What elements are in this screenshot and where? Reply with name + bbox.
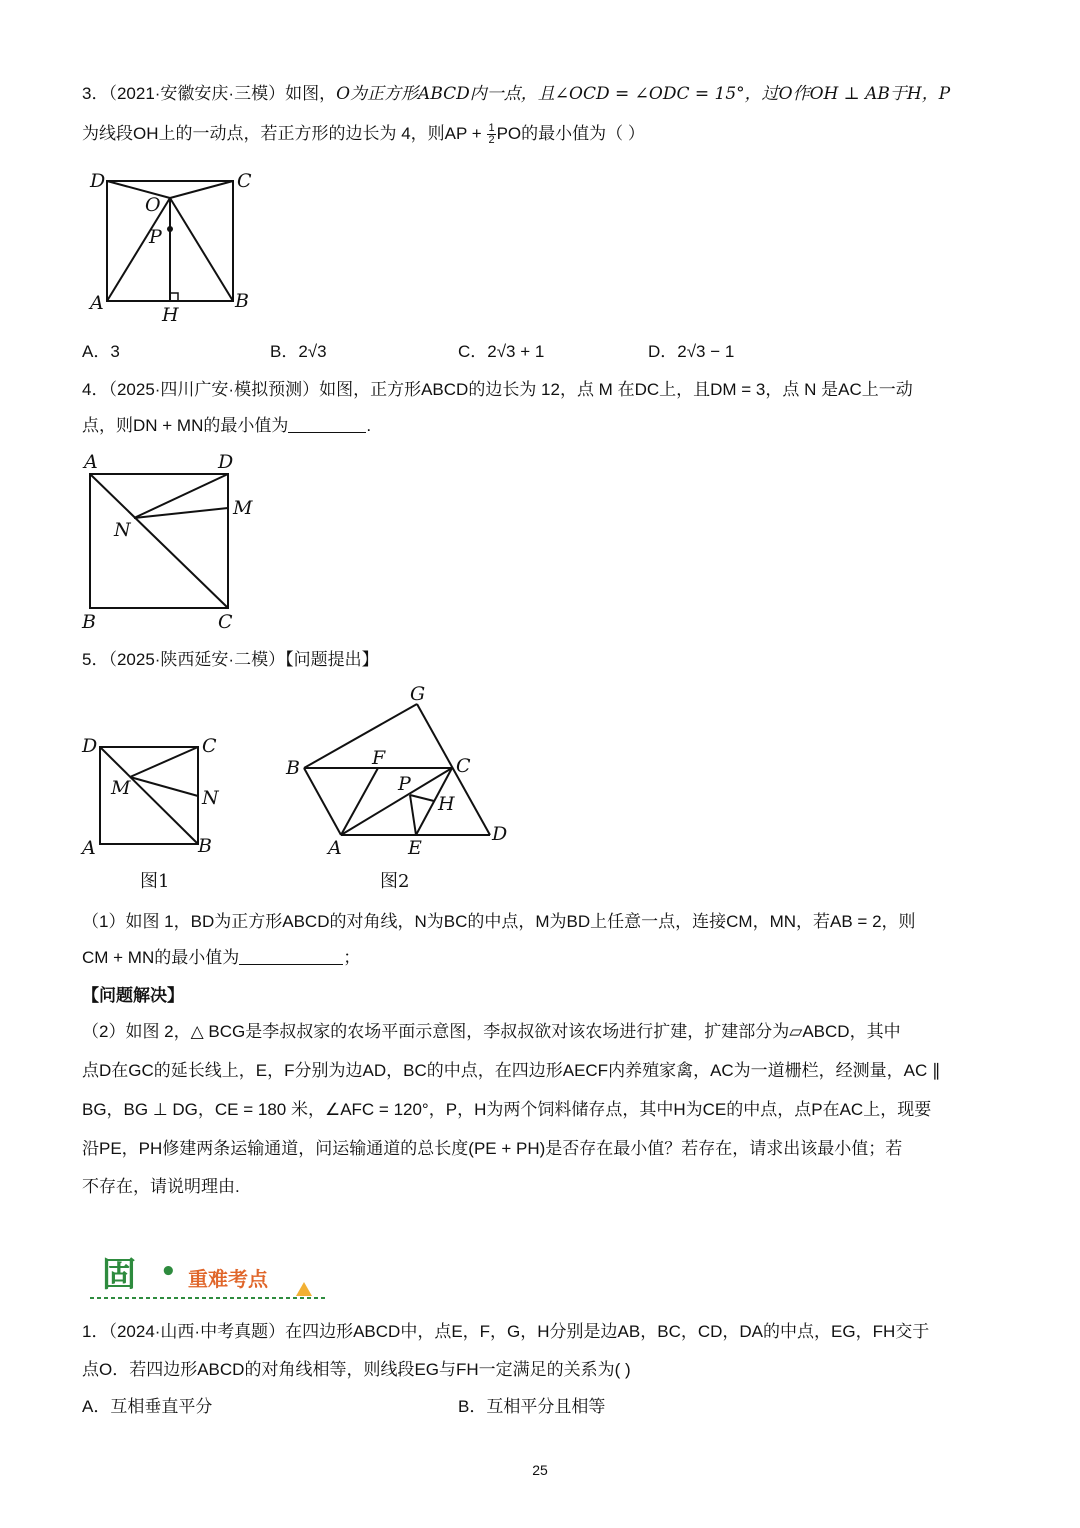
q5f1-label-a: A — [82, 837, 96, 859]
q3-line2-a: 为线段OH上的一动点，若正方形的边长为 4，则AP + — [82, 124, 482, 143]
q4-line-dn — [134, 474, 228, 518]
q5-p1-line2-a: CM + MN的最小值为 — [82, 948, 240, 967]
q4-label-d: D — [218, 451, 234, 473]
q1-line2: 点O．若四边形ABCD的对角线相等，则线段EG与FH一定满足的关系为( ) — [82, 1360, 631, 1379]
q5f2-label-f: F — [372, 747, 386, 769]
q5f2-label-a: A — [328, 837, 342, 859]
q3-right-angle — [170, 293, 178, 301]
q3-label-d: D — [90, 170, 106, 192]
q3-option-c: C．2√3 + 1 — [458, 342, 545, 361]
q4-line2 — [82, 414, 1002, 438]
q5f2-line-pe — [410, 795, 416, 835]
q5f2-line-ph — [410, 795, 434, 801]
q5f1-label-d: D — [82, 735, 98, 757]
q5-answer-blank — [239, 946, 343, 965]
q5-figure-1 — [78, 730, 248, 900]
q3-figure — [82, 165, 282, 330]
q5f1-label-b: B — [198, 835, 212, 857]
q3-label-p: P — [149, 226, 162, 248]
q5-fig2-caption: 图2 — [380, 871, 410, 892]
q5f1-label-n: N — [202, 787, 219, 809]
q4-line2-b: . — [366, 416, 372, 435]
q4-label-b: B — [82, 611, 96, 633]
fraction-numerator: 1 — [488, 122, 495, 135]
q5f2-line-ba — [304, 768, 341, 835]
q3-line2 — [82, 122, 1002, 146]
q3-label-b: B — [235, 290, 249, 312]
q1-option-a: A．互相垂直平分 — [82, 1397, 213, 1416]
q3-line1 — [82, 82, 1002, 106]
q5-solve-heading: 【问题解决】 — [82, 986, 184, 1005]
q3-label-c: C — [237, 170, 252, 192]
q5f2-label-d: D — [492, 823, 508, 845]
q3-option-d: D．2√3 − 1 — [648, 342, 735, 361]
q5f2-line-bg — [304, 704, 417, 768]
q3-line1-math: O为正方形ABCD内一点，且∠OCD = ∠ODC = 15°，过O作OH ⊥ AB于H，P — [336, 84, 951, 104]
q4-label-c: C — [218, 611, 233, 633]
q3-line-bo — [170, 198, 233, 301]
q4-answer-blank — [288, 414, 366, 433]
q5-p2-line4: 沿PE，PH修建两条运输通道，问运输通道的总长度(PE + PH)是否存在最小值？若存在，请求出该最小值；若 — [82, 1139, 903, 1158]
q1-option-b: B．互相平分且相等 — [458, 1397, 606, 1416]
page-number: 25 — [532, 1462, 548, 1478]
q5f1-line-cm — [130, 747, 198, 777]
q3-line-co — [170, 181, 233, 198]
q3-option-b: B．2√3 — [270, 342, 327, 361]
q4-line1: 4．（2025·四川广安·模拟预测）如图，正方形ABCD的边长为 12，点 M 在DC上，且DM = 3，点 N 是AC上一动 — [82, 380, 913, 399]
q3-label-o: O — [145, 194, 161, 216]
q1-line1: 1．（2024·山西·中考真题）在四边形ABCD中，点E，F，G，H分别是边AB，BC，CD，DA的中点，EG，FH交于 — [82, 1322, 930, 1341]
q5f2-label-p: P — [398, 773, 411, 795]
q5f2-label-g: G — [410, 683, 426, 705]
q4-diagonal-ac — [90, 474, 228, 608]
q5-p1-line2 — [82, 946, 1002, 970]
q5f2-label-h: H — [438, 793, 455, 815]
q4-label-m: M — [233, 497, 253, 519]
q5f1-label-m: M — [111, 777, 131, 799]
q5-figure-2 — [280, 680, 520, 900]
q3-label-h: H — [162, 304, 179, 326]
q4-label-n: N — [114, 519, 131, 541]
q5-line1: 5．（2025·陕西延安·二模）【问题提出】 — [82, 650, 379, 669]
q5f2-line-gd — [417, 704, 490, 835]
q5f2-label-c: C — [456, 755, 471, 777]
half-fraction — [487, 123, 495, 146]
q4-label-a: A — [84, 451, 98, 473]
q5-p1-line2-b: ； — [343, 948, 361, 967]
q5f2-label-b: B — [286, 757, 300, 779]
banner-dot: • — [160, 1257, 177, 1287]
q3-line2-b: PO的最小值为（ ） — [496, 124, 645, 143]
q3-point-p — [167, 226, 173, 232]
q3-line1-prefix: 3．（2021·安徽安庆·三模）如图， — [82, 84, 337, 103]
banner-triangle-icon — [296, 1282, 312, 1296]
section-banner — [88, 1252, 388, 1304]
banner-text: 重难考点 — [188, 1267, 268, 1291]
fraction-denominator: 2 — [488, 134, 495, 147]
q3-option-a: A．3 — [82, 342, 120, 361]
q5-p2-line5: 不存在，请说明理由. — [82, 1177, 240, 1196]
q5-fig1-caption: 图1 — [140, 871, 170, 892]
q4-line-mn — [134, 508, 228, 518]
q4-line2-a: 点，则DN + MN的最小值为 — [82, 416, 289, 435]
q5f1-label-c: C — [202, 735, 217, 757]
banner-char: 固 — [102, 1255, 136, 1295]
q5-p2-line2: 点D在GC的延长线上，E，F分别为边AD，BC的中点，在四边形AECF内养殖家禽，AC为一道栅栏，经测量，AC ∥ — [82, 1061, 941, 1080]
q5-p2-line1: （2）如图 2，△ BCG是李叔叔家的农场平面示意图，李叔叔欲对该农场进行扩建，扩建部分为▱ABCD，其中 — [82, 1022, 901, 1041]
q5-p2-line3: BG，BG ⊥ DG，CE = 180 米，∠AFC = 120°，P，H为两个饲料储存点，其中H为CE的中点，点P在AC上，现要 — [82, 1100, 932, 1119]
q5f2-line-ac — [341, 768, 452, 835]
q3-label-a: A — [90, 292, 104, 314]
q5-p1-line1: （1）如图 1，BD为正方形ABCD的对角线，N为BC的中点，M为BD上任意一点，连接CM，MN，若AB = 2，则 — [82, 912, 916, 931]
q5f2-label-e: E — [408, 837, 422, 859]
q4-figure — [78, 450, 278, 635]
